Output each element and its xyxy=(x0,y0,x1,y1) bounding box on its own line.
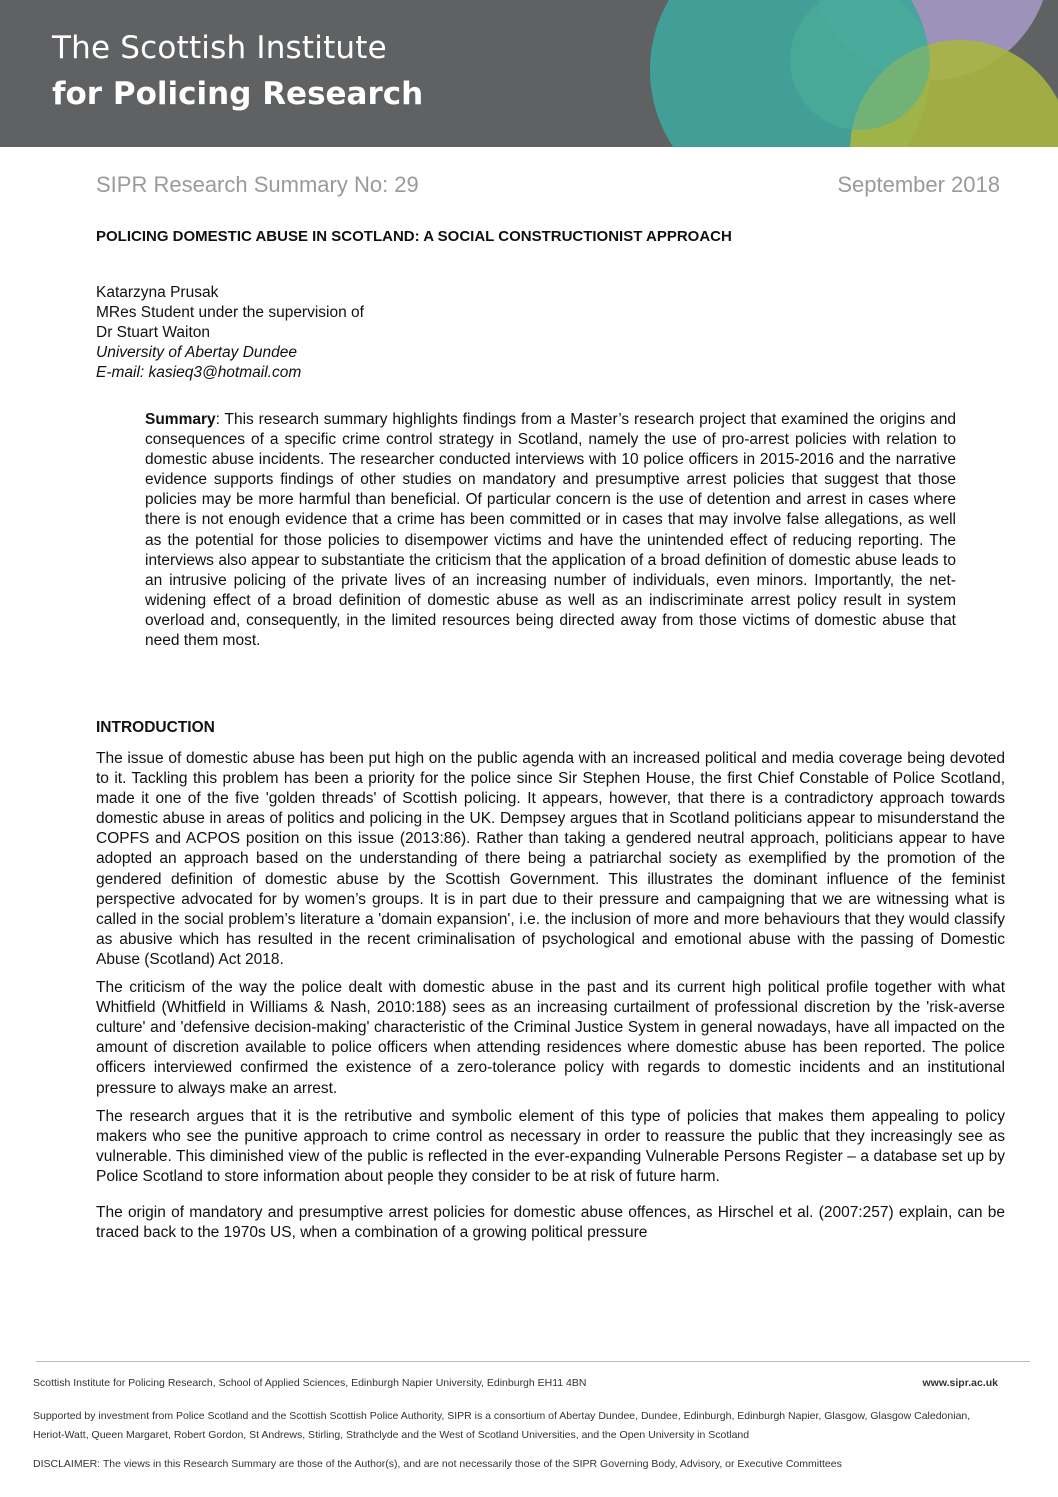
header-banner xyxy=(0,0,1058,147)
author-block xyxy=(96,283,596,383)
author-email[interactable]: E-mail: kasieq3@hotmail.com xyxy=(96,364,302,381)
author-name: Katarzyna Prusak xyxy=(96,284,219,301)
body-paragraph-4: The origin of mandatory and presumptive arrest policies for domestic abuse offences, as Hirschel et al. (2007:257) explain, can be traced back to the 1970s US, when a combination of a growing political pressure xyxy=(96,1203,1005,1242)
summary-paragraph xyxy=(145,410,956,651)
footer-address-row xyxy=(33,1377,998,1389)
introduction-body xyxy=(96,749,1005,1251)
document-title: POLICING DOMESTIC ABUSE IN SCOTLAND: A SOCIAL CONSTRUCTIONIST APPROACH xyxy=(96,228,732,245)
summary-text: : This research summary highlights findings from a Master’s research project that examined the origins and consequences of a specific crime control strategy in Scotland, namely the use of pro-arrest policies with relation to domestic abuse incidents. The researcher conducted interviews with 10 police officers in 2015-2016 and the narrative evidence supports findings of other studies on mandatory and presumptive arrest policies that suggest that those policies may be more harmful than beneficial. Of particular concern is the use of detention and arrest in cases where there is not enough evidence that a crime has been committed or in cases that may involve false allegations, as well as the potential for those policies to disempower victims and have the unintended effect of reducing reporting. The interviews also appear to substantiate the criticism that the application of a broad definition of domestic abuse leads to an intrusive policing of the private lives of an increasing number of individuals, even minors. Importantly, the net-widening effect of a broad definition of domestic abuse as well as an indiscriminate arrest policy result in system overload and, consequently, in the limited resources being directed away from those victims of domestic abuse that need them most. xyxy=(145,411,956,650)
summary-meta xyxy=(96,172,1000,202)
author-role: MRes Student under the supervision of xyxy=(96,304,364,321)
footer-divider xyxy=(36,1361,1030,1362)
footer-support: Supported by investment from Police Scotland and the Scottish Scottish Police Authority, SIPR is a consortium of Abertay Dundee, Dundee, Edinburgh, Edinburgh Napier, Glasgow, Glasgow Caledonian, Heriot-Watt, Queen Margaret, Robert Gordon, St Andrews, Stirling, Strathclyde and the West of Scotland Universities, and the Open University in Scotland xyxy=(33,1410,971,1441)
decorative-circles xyxy=(0,0,1058,147)
introduction-heading: INTRODUCTION xyxy=(96,719,215,736)
body-paragraph-3: The research argues that it is the retributive and symbolic element of this type of policies that makes them appealing to policy makers who see the punitive approach to crime control as necessary in order to reassure the public that they increasingly see as vulnerable. This diminished view of the public is reflected in the ever-expanding Vulnerable Persons Register – a database set up by Police Scotland to store information about people they consider to be at risk of future harm. xyxy=(96,1107,1005,1185)
institute-title-line2: for Policing Research xyxy=(52,76,424,112)
publication-date: September 2018 xyxy=(837,172,1000,197)
body-paragraph-1: The issue of domestic abuse has been put high on the public agenda with an increased political and media coverage being devoted to it. Tackling this problem has been a priority for the police since Sir Stephen House, the first Chief Constable of Police Scotland, made it one of the five 'golden threads' of Scottish policing. It appears, however, that there is a contradictory approach towards domestic abuse in areas of politics and policing in the UK. Dempsey argues that in Scotland politicians appear to misunderstand the COPFS and ACPOS position on this issue (2013:86). Rather than taking a gendered neutral approach, politicians appear to have adopted an approach based on the understanding of there being a patriarchal society as exemplified by the promotion of the gendered definition of domestic abuse by the Scottish Government. This illustrates the dominant influence of the feminist perspective advocated for by women’s groups. It is in part due to their pressure and campaigning that we are witnessing what is called in the social problem’s literature a 'domain expansion', i.e. the inclusion of more and more behaviours that they would classify as abusive which has resulted in the recent criminalisation of psychological and emotional abuse with the passing of Domestic Abuse (Scotland) Act 2018. xyxy=(96,750,1005,968)
institution: University of Abertay Dundee xyxy=(96,344,298,361)
body-paragraph-2: The criticism of the way the police dealt with domestic abuse in the past and its current high political profile together with what Whitfield (Whitfield in Williams & Nash, 2010:188) sees as an increasing curtailment of professional discretion by the 'risk-averse culture' and 'defensive decision-making' characteristic of the Criminal Justice System in general nowadays, have all impacted on the amount of discretion available to police officers when attending residences where domestic abuse has been reported. The police officers interviewed confirmed the existence of a zero-tolerance policy with regards to domestic incidents and an institutional pressure to always make an arrest. xyxy=(96,979,1005,1097)
summary-label: Summary xyxy=(145,411,216,428)
institute-title-line1: The Scottish Institute xyxy=(52,30,387,66)
footer-address: Scottish Institute for Policing Research, School of Applied Sciences, Edinburgh Napier University, Edinburgh EH11 4BN xyxy=(33,1377,587,1389)
series-number: SIPR Research Summary No: 29 xyxy=(96,172,419,197)
supervisor-name: Dr Stuart Waiton xyxy=(96,324,210,341)
footer-disclaimer: DISCLAIMER: The views in this Research Summary are those of the Author(s), and are not necessarily those of the SIPR Governing Body, Advisory, or Executive Committees xyxy=(33,1458,842,1470)
footer-website-link[interactable]: www.sipr.ac.uk xyxy=(922,1377,998,1389)
